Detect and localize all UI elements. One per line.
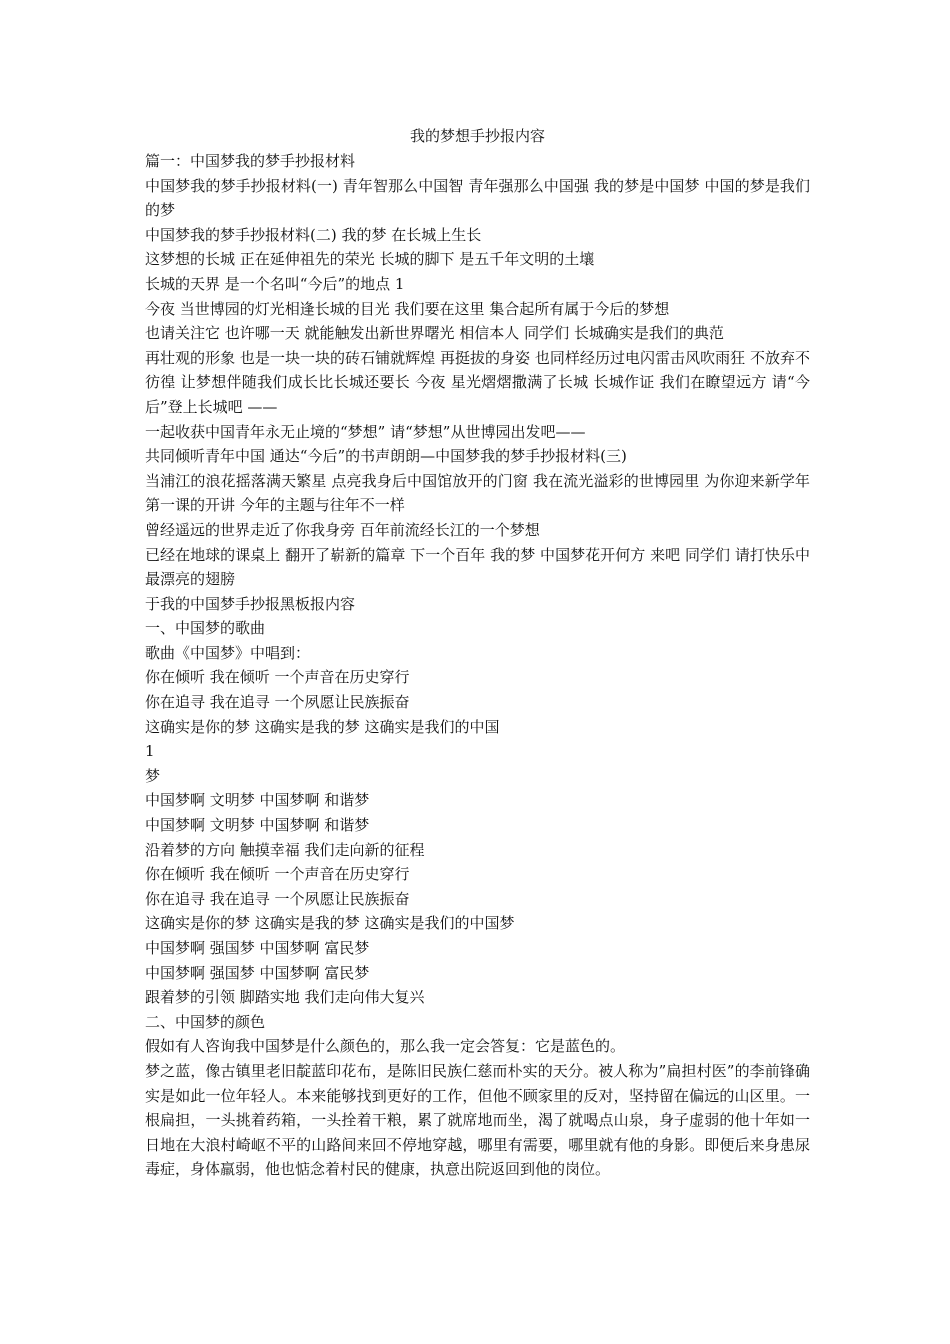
- document-paragraph: 中国梦啊 强国梦 中国梦啊 富民梦: [145, 963, 370, 982]
- document-paragraph: 中国梦我的梦手抄报材料(一) 青年智那么中国智 青年强那么中国强 我的梦是中国梦 中国的梦是我们的梦: [145, 176, 810, 220]
- document-paragraph: 中国梦啊 文明梦 中国梦啊 和谐梦: [145, 791, 370, 810]
- document-paragraph: 歌曲《中国梦》中唱到：: [145, 643, 311, 662]
- document-paragraph: 已经在地球的课桌上 翻开了崭新的篇章 下一个百年 我的梦 中国梦花开何方 来吧 同学们 请打快乐中最漂亮的翅膀: [145, 545, 810, 589]
- document-paragraph: 当浦江的浪花摇落满天繁星 点亮我身后中国馆放开的门窗 我在流光溢彩的世博园里 为你迎来新学年第一课的开讲 今年的主题与往年不一样: [145, 471, 810, 515]
- document-paragraph: 跟着梦的引领 脚踏实地 我们走向伟大复兴: [145, 988, 425, 1007]
- document-paragraph: 这确实是你的梦 这确实是我的梦 这确实是我们的中国梦: [145, 914, 515, 933]
- document-paragraph: 这梦想的长城 正在延伸祖先的荣光 长城的脚下 是五千年文明的土壤: [145, 250, 595, 269]
- document-page: [145, 124, 810, 1182]
- document-paragraph: 沿着梦的方向 触摸幸福 我们走向新的征程: [145, 840, 425, 859]
- document-paragraph: 今夜 当世博园的灯光相逢长城的目光 我们要在这里 集合起所有属于今后的梦想: [145, 299, 670, 318]
- document-paragraph: 于我的中国梦手抄报黑板报内容: [145, 594, 356, 613]
- document-paragraph: 中国梦我的梦手抄报材料(二) 我的梦 在长城上生长: [145, 225, 482, 244]
- document-paragraph: 一起收获中国青年永无止境的“梦想” 请“梦想”从世博园出发吧——: [145, 422, 586, 441]
- document-paragraph: 假如有人咨询我中国梦是什么颜色的，那么我一定会答复：它是蓝色的。: [145, 1037, 626, 1056]
- document-paragraph: 这确实是你的梦 这确实是我的梦 这确实是我们的中国: [145, 717, 500, 736]
- document-paragraph: 篇一：中国梦我的梦手抄报材料: [145, 152, 356, 170]
- document-paragraph: 也请关注它 也许哪一天 就能触发出新世界曙光 相信本人 同学们 长城确实是我们的典范: [145, 324, 724, 343]
- document-paragraph: 梦: [145, 766, 161, 785]
- document-paragraph: 共同倾听青年中国 通达“今后”的书声朗朗—中国梦我的梦手抄报材料(三): [145, 447, 627, 466]
- document-paragraph: 中国梦啊 强国梦 中国梦啊 富民梦: [145, 939, 370, 957]
- document-title: 我的梦想手抄报内容: [409, 127, 545, 145]
- document-paragraph: 你在倾听 我在倾听 一个声音在历史穿行: [145, 668, 410, 687]
- document-body: [145, 149, 810, 1182]
- document-paragraph: 再壮观的形象 也是一块一块的砖石铺就辉煌 再挺拔的身姿 也同样经历过电闪雷击风吹雨狂 不放弃不彷徨 让梦想伴随我们成长比长城还要长 今夜 星光熠熠撒满了长城 长城作证 我们在瞭望远方 请“今后”登上长城吧 ——: [145, 348, 810, 416]
- document-paragraph: 梦之蓝，像古镇里老旧靛蓝印花布，是陈旧民族仁慈而朴实的天分。被人称为”扁担村医”的李前锋确实是如此一位年轻人。本来能够找到更好的工作，但他不顾家里的反对，坚持留在偏远的山区里。一根扁担，一头挑着药箱，一头拴着干粮，累了就席地而坐，渴了就喝点山泉，身子虚弱的他十年如一日地在大浪村崎岖不平的山路间来回不停地穿越，哪里有需要，哪里就有他的身影。即便后来身患尿毒症，身体羸弱，他也惦念着村民的健康，执意出院返回到他的岗位。: [145, 1061, 810, 1179]
- document-paragraph: 中国梦啊 文明梦 中国梦啊 和谐梦: [145, 816, 370, 835]
- document-paragraph: 你在倾听 我在倾听 一个声音在历史穿行: [145, 865, 410, 884]
- document-paragraph: 一、中国梦的歌曲: [145, 619, 266, 638]
- document-paragraph: 你在追寻 我在追寻 一个夙愿让民族振奋: [145, 889, 410, 908]
- document-paragraph: 你在追寻 我在追寻 一个夙愿让民族振奋: [145, 693, 410, 712]
- document-paragraph: 二、中国梦的颜色: [145, 1012, 266, 1031]
- document-paragraph: 曾经遥远的世界走近了你我身旁 百年前流经长江的一个梦想: [145, 520, 540, 539]
- document-paragraph: 长城的天界 是一个名叫“今后”的地点 1: [145, 274, 405, 293]
- document-paragraph: 1: [145, 742, 155, 761]
